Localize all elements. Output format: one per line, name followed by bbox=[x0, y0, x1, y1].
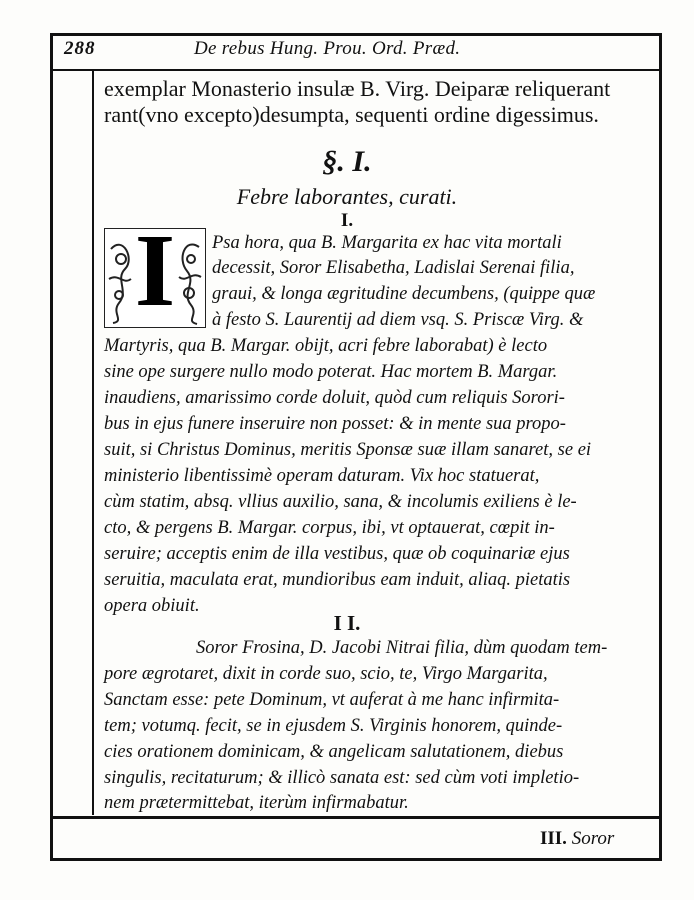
catchword bbox=[540, 828, 614, 850]
running-title: De rebus Hung. Prou. Ord. Præd. bbox=[194, 38, 461, 59]
text-line: suit, si Christus Dominus, meritis Sponsæ suæ illam sanaret, se ei bbox=[104, 440, 592, 460]
section-number-2: I I. bbox=[333, 611, 361, 635]
text-line: seruire; acceptis enim de illa vestibus, quæ ob coquinariæ ejus bbox=[104, 544, 570, 564]
initial-letter: I bbox=[134, 213, 176, 328]
catchword-roman: III. bbox=[540, 828, 567, 849]
intro-line: rant(vno excepto)desumpta, sequenti ordine digessimus. bbox=[104, 102, 599, 127]
text-line: singulis, recitaturum; & illicò sanata est: sed cùm voti impletio- bbox=[104, 768, 580, 788]
top-rule bbox=[50, 33, 662, 36]
text-line: à festo S. Laurentij ad diem vsq. S. Priscæ Virg. & bbox=[212, 310, 584, 330]
footer-rule bbox=[50, 816, 662, 819]
running-header bbox=[64, 38, 654, 66]
text-line: bus in ejus funere inseruire non posset: & in mente sua propo- bbox=[104, 414, 566, 434]
section-heading: §. I. bbox=[322, 145, 372, 178]
text-line: tem; votumq. fecit, se in ejusdem S. Virginis honorem, quinde- bbox=[104, 716, 563, 736]
text-line: cto, & pergens B. Margar. corpus, ibi, vt optauerat, cœpit in- bbox=[104, 518, 555, 538]
page-number: 288 bbox=[64, 38, 96, 59]
text-line: pore ægrotaret, dixit in corde suo, scio, te, Virgo Margarita, bbox=[104, 664, 548, 684]
text-line: decessit, Soror Elisabetha, Ladislai Serenai filia, bbox=[212, 258, 575, 278]
catchword-italic: Soror bbox=[571, 828, 615, 849]
text-line: sine ope surgere nullo modo poterat. Hac mortem B. Margar. bbox=[104, 362, 558, 382]
text-line: Soror Frosina, D. Jacobi Nitrai filia, dùm quodam tem- bbox=[196, 638, 608, 658]
intro-line: exemplar Monasterio insulæ B. Virg. Deiparæ reliquerant bbox=[104, 76, 611, 101]
inner-left-rule bbox=[92, 69, 94, 815]
text-line: graui, & longa ægritudine decumbens, (quippe quæ bbox=[212, 284, 596, 304]
ornamental-initial bbox=[104, 213, 206, 328]
text-line: cùm statim, absq. vllius auxilio, sana, & incolumis exiliens è le- bbox=[104, 492, 577, 512]
header-rule bbox=[50, 69, 662, 71]
section-subtitle: Febre laborantes, curati. bbox=[236, 184, 458, 209]
section-number: I. bbox=[340, 210, 354, 231]
text-line: Sanctam esse: pete Dominum, vt auferat à me hanc infirmita- bbox=[104, 690, 560, 710]
text-line: inaudiens, amarissimo corde doluit, quòd cum reliquis Sorori- bbox=[104, 388, 565, 408]
text-line: Martyris, qua B. Margar. obijt, acri febre laborabat) è lecto bbox=[104, 336, 548, 356]
text-line: ministerio libentissimè operam daturam. Vix hoc statuerat, bbox=[104, 466, 540, 486]
text-line: nem prætermittebat, iterùm infirmabatur. bbox=[104, 793, 409, 813]
text-line: cies orationem dominicam, & angelicam salutationem, diebus bbox=[104, 742, 564, 762]
bottom-rule bbox=[50, 858, 662, 861]
text-line: seruitia, maculata erat, mundioribus eam induit, aliaq. pietatis bbox=[104, 570, 571, 590]
text-line: opera obiuit. bbox=[104, 596, 200, 616]
text-line: Psa hora, qua B. Margarita ex hac vita mortali bbox=[212, 233, 562, 253]
